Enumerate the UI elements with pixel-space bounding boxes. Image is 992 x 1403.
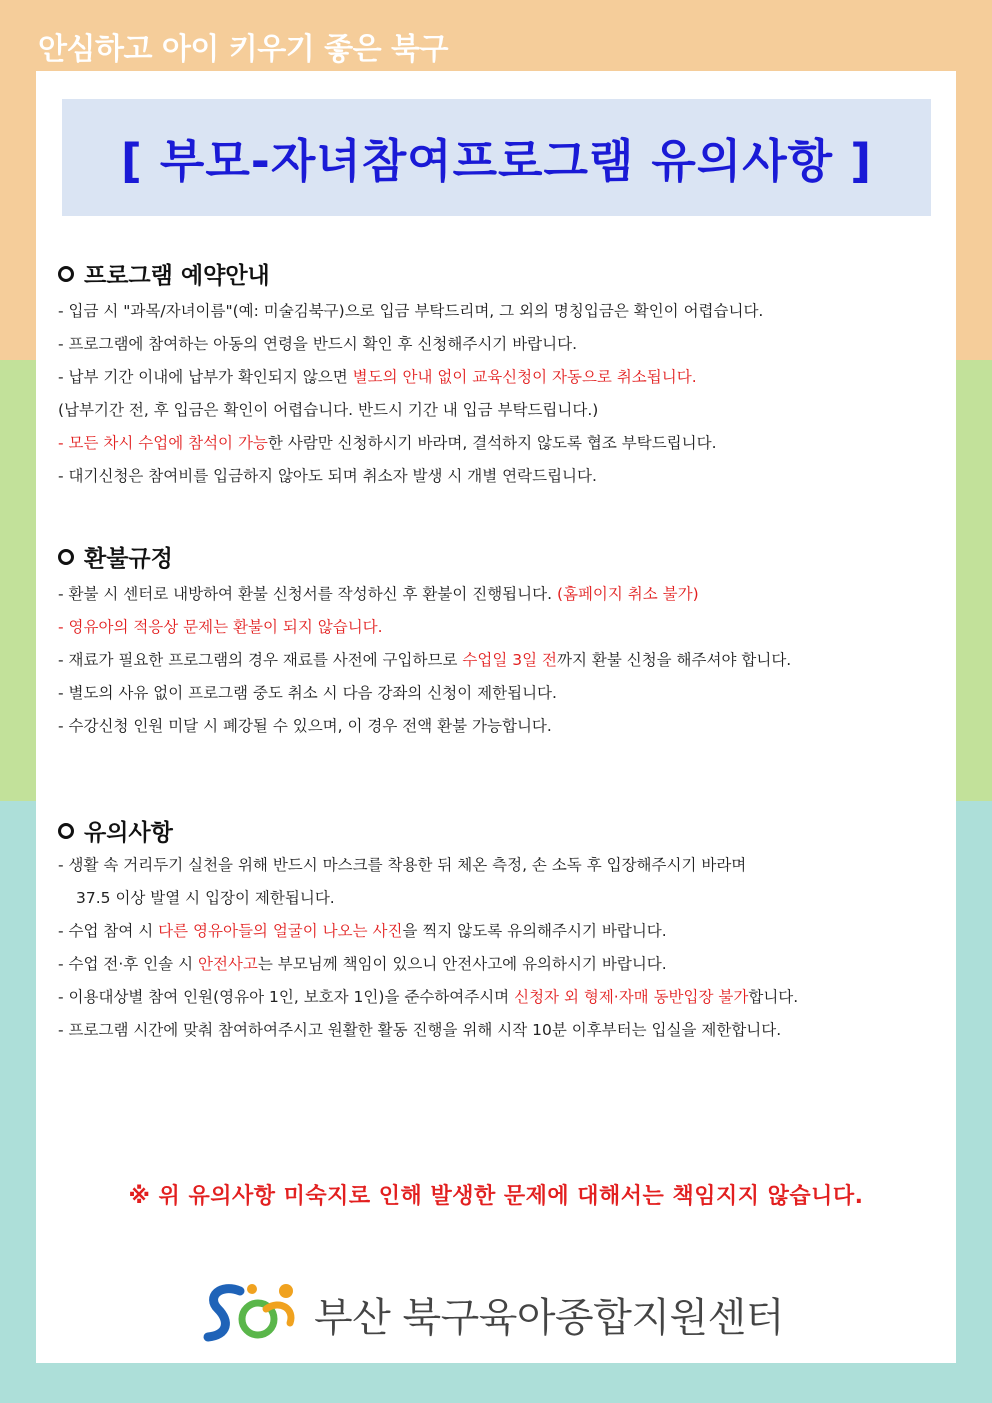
section-body-refund [58, 578, 930, 743]
circle-bullet-icon [58, 549, 74, 565]
section-heading-label: 환불규정 [84, 546, 173, 572]
title-banner [62, 99, 931, 216]
list-item: - 모든 차시 수업에 참석이 가능한 사람만 신청하시기 바라며, 결석하지 않도록 협조 부탁드립니다. [58, 434, 717, 452]
list-item: - 납부 기간 이내에 납부가 확인되지 않으면 별도의 안내 없이 교육신청이 자동으로 취소됩니다. [58, 368, 697, 386]
list-item: - 별도의 사유 없이 프로그램 중도 취소 시 다음 강좌의 신청이 제한됩니다. [58, 684, 557, 702]
list-item: - 프로그램 시간에 맞춰 참여하여주시고 원활한 활동 진행을 위해 시작 10분 이후부터는 입실을 제한합니다. [58, 1021, 782, 1039]
circle-bullet-icon [58, 823, 74, 839]
section-body-precautions [58, 849, 930, 1047]
section-heading-precautions [58, 814, 173, 847]
list-item: 37.5 이상 발열 시 입장이 제한됩니다. [76, 889, 335, 907]
list-item: - 환불 시 센터로 내방하여 환불 신청서를 작성하신 후 환불이 진행됩니다. (홈페이지 취소 불가) [58, 585, 699, 603]
list-item: - 수업 참여 시 다른 영유아들의 얼굴이 나오는 사진을 찍지 않도록 유의해주시기 바랍니다. [58, 922, 667, 940]
center-logo-icon [200, 1279, 300, 1349]
section-heading-label: 유의사항 [84, 820, 173, 846]
list-item: - 이용대상별 참여 인원(영유아 1인, 보호자 1인)을 준수하여주시며 신청자 외 형제·자매 동반입장 불가합니다. [58, 988, 799, 1006]
list-item: - 수강신청 인원 미달 시 폐강될 수 있으며, 이 경우 전액 환불 가능합니다. [58, 717, 552, 735]
notice-sheet [36, 71, 956, 1363]
section-body-reservation [58, 295, 930, 493]
list-item: - 생활 속 거리두기 실천을 위해 반드시 마스크를 착용한 뒤 체온 측정, 손 소독 후 입장해주시기 바라며 [58, 856, 747, 874]
section-heading-refund [58, 540, 173, 573]
page-title: [ 부모-자녀참여프로그램 유의사항 ] [120, 133, 873, 188]
list-item: (납부기간 전, 후 입금은 확인이 어렵습니다. 반드시 기간 내 입금 부탁드립니다.) [58, 401, 599, 419]
list-item: - 대기신청은 참여비를 입금하지 않아도 되며 취소자 발생 시 개별 연락드립니다. [58, 467, 597, 485]
section-heading-reservation [58, 257, 270, 290]
list-item: - 재료가 필요한 프로그램의 경우 재료를 사전에 구입하므로 수업일 3일 전까지 환불 신청을 해주셔야 합니다. [58, 651, 792, 669]
disclaimer-notice: ※ 위 유의사항 미숙지로 인해 발생한 문제에 대해서는 책임지지 않습니다. [128, 1184, 864, 1209]
list-item: - 입금 시 "과목/자녀이름"(예: 미술김북구)으로 입금 부탁드리며, 그 외의 명칭입금은 확인이 어렵습니다. [58, 302, 764, 320]
list-item: - 수업 전·후 인솔 시 안전사고는 부모님께 책임이 있으니 안전사고에 유의하시기 바랍니다. [58, 955, 667, 973]
list-item: - 프로그램에 참여하는 아동의 연령을 반드시 확인 후 신청해주시기 바랍니다. [58, 335, 578, 353]
footer-logo [200, 1276, 784, 1352]
list-item: - 영유아의 적응상 문제는 환불이 되지 않습니다. [58, 618, 383, 636]
organization-name: 부산 북구육아종합지원센터 [314, 1294, 784, 1341]
section-heading-label: 프로그램 예약안내 [84, 263, 270, 289]
slogan: 안심하고 아이 키우기 좋은 북구 [38, 32, 449, 67]
circle-bullet-icon [58, 266, 74, 282]
